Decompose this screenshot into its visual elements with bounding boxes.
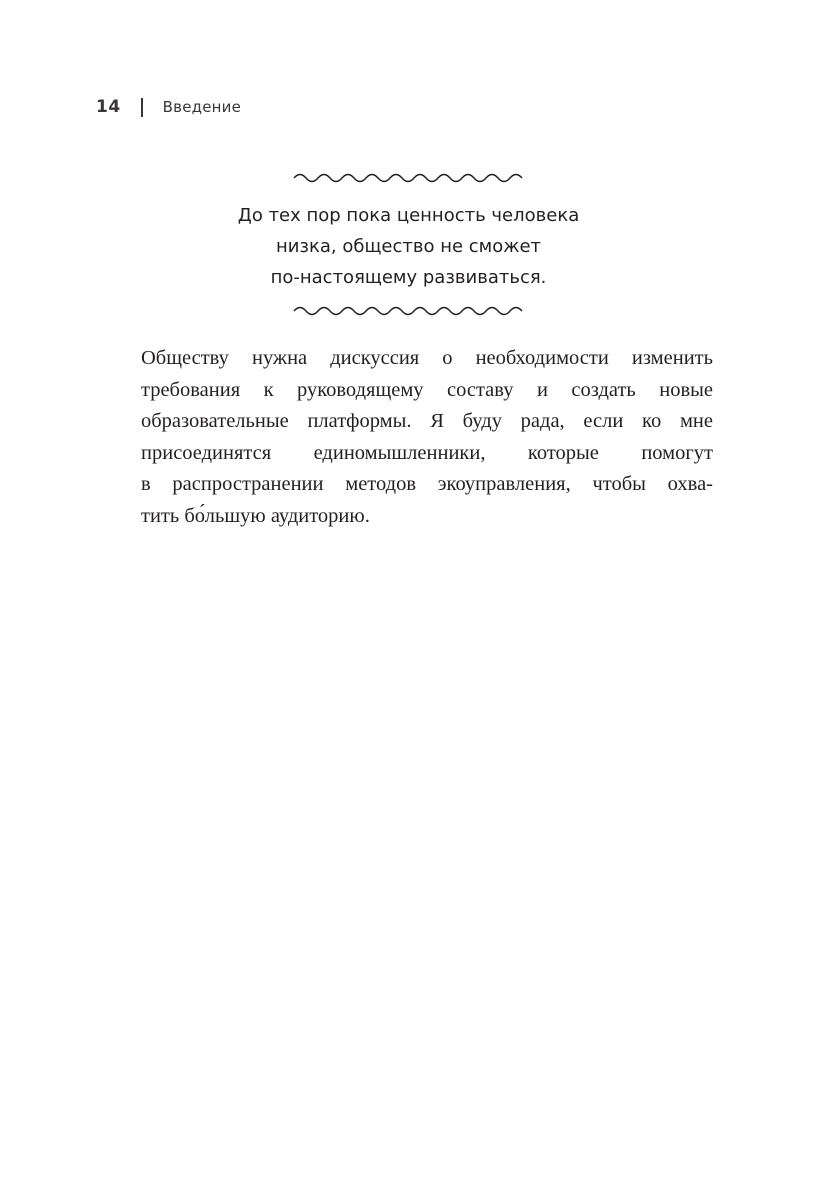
pull-quote-line: До тех пор пока ценность человека: [237, 205, 580, 226]
body-paragraph: [141, 343, 713, 532]
wavy-line-icon: [293, 170, 525, 184]
header-separator: [141, 98, 143, 117]
paragraph-line: требования к руководящему составу и создать новые: [141, 378, 713, 401]
page-number: 14: [96, 97, 121, 117]
paragraph-line: тить бо́льшую аудиторию.: [141, 504, 370, 527]
pull-quote: [0, 170, 817, 317]
paragraph-line: Обществу нужна дискуссия о необходимости изменить: [141, 347, 713, 369]
wavy-line-icon: [293, 303, 525, 317]
section-title: Введение: [162, 98, 242, 116]
paragraph-line: присоединятся единомышленники, которые помогут: [141, 441, 713, 464]
pull-quote-line: низка, общество не сможет: [275, 236, 542, 257]
pull-quote-text: [179, 200, 639, 293]
paragraph-line: в распространении методов экоуправления, чтобы охва-: [141, 473, 713, 495]
pull-quote-line: по-настоящему развиваться.: [270, 267, 547, 288]
paragraph-line: образовательные платформы. Я буду рада, если ко мне: [141, 410, 713, 432]
running-header: [96, 94, 241, 120]
